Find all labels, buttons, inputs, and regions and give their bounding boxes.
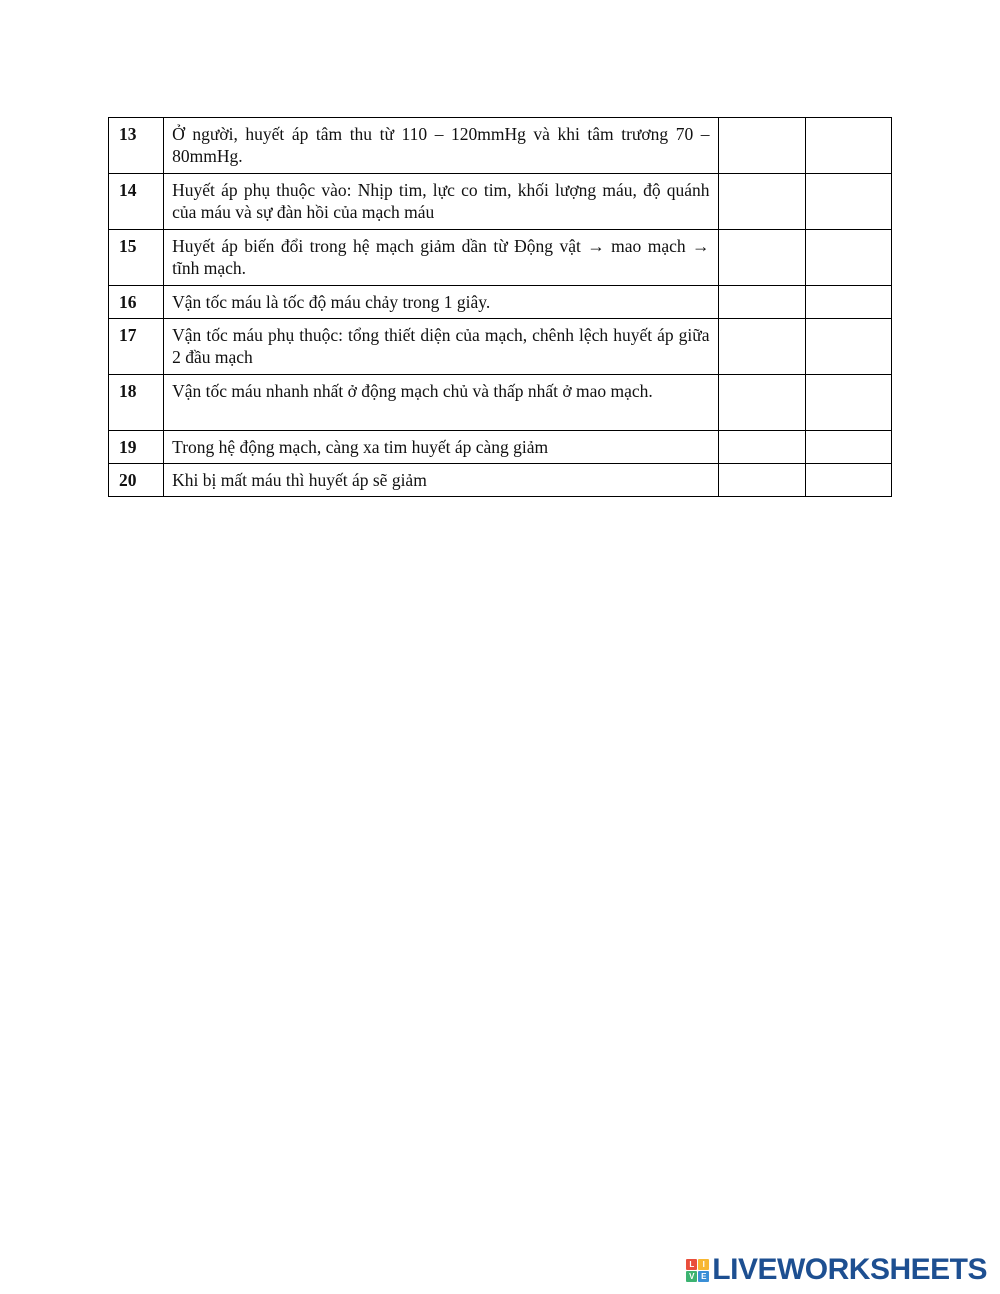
table-row — [109, 431, 892, 464]
question-statement: Vận tốc máu là tốc độ máu chảy trong 1 giây. — [164, 286, 718, 319]
table-row — [109, 174, 892, 230]
question-number: 15 — [109, 230, 164, 286]
question-statement: Vận tốc máu phụ thuộc: tổng thiết diện của mạch, chênh lệch huyết áp giữa 2 đầu mạch — [164, 319, 718, 375]
question-statement: Huyết áp phụ thuộc vào: Nhịp tim, lực co tim, khối lượng máu, độ quánh của máu và sự đàn hồi của mạch máu — [164, 174, 718, 230]
question-statement: Khi bị mất máu thì huyết áp sẽ giảm — [164, 464, 718, 497]
question-statement: Trong hệ động mạch, càng xa tim huyết áp càng giảm — [164, 431, 718, 464]
answer-box-false[interactable] — [805, 375, 891, 431]
question-number: 18 — [109, 375, 164, 431]
answer-box-false[interactable] — [805, 118, 891, 174]
answer-box-false[interactable] — [805, 174, 891, 230]
question-number: 16 — [109, 286, 164, 319]
logo-letter-e: E — [698, 1271, 709, 1282]
answer-box-true[interactable] — [718, 118, 805, 174]
question-number: 19 — [109, 431, 164, 464]
table-row — [109, 375, 892, 431]
liveworksheets-wordmark: LIVEWORKSHEETS — [712, 1253, 987, 1286]
answer-box-false[interactable] — [805, 464, 891, 497]
answer-box-true[interactable] — [718, 174, 805, 230]
answer-box-true[interactable] — [718, 431, 805, 464]
logo-letter-i: I — [698, 1259, 709, 1270]
table-row — [109, 118, 892, 174]
question-statement: Ở người, huyết áp tâm thu từ 110 – 120mmHg và khi tâm trương 70 – 80mmHg. — [164, 118, 718, 174]
table-row — [109, 464, 892, 497]
question-statement: Huyết áp biến đổi trong hệ mạch giảm dần từ Động vật → mao mạch → tĩnh mạch. — [164, 230, 718, 286]
logo-letter-v: V — [686, 1271, 697, 1282]
liveworksheets-logo[interactable] — [686, 1253, 987, 1287]
question-number: 14 — [109, 174, 164, 230]
question-number: 20 — [109, 464, 164, 497]
answer-box-true[interactable] — [718, 464, 805, 497]
answer-box-true[interactable] — [718, 375, 805, 431]
table-row — [109, 286, 892, 319]
answer-box-false[interactable] — [805, 286, 891, 319]
table-row — [109, 319, 892, 375]
logo-letter-l: L — [686, 1259, 697, 1270]
answer-box-true[interactable] — [718, 319, 805, 375]
question-statement: Vận tốc máu nhanh nhất ở động mạch chủ và thấp nhất ở mao mạch. — [164, 375, 718, 431]
answer-box-false[interactable] — [805, 431, 891, 464]
answer-box-true[interactable] — [718, 286, 805, 319]
answer-box-false[interactable] — [805, 230, 891, 286]
question-number: 17 — [109, 319, 164, 375]
question-number: 13 — [109, 118, 164, 174]
table-row — [109, 230, 892, 286]
answer-box-false[interactable] — [805, 319, 891, 375]
liveworksheets-logo-icon — [686, 1259, 709, 1282]
worksheet-table — [108, 117, 892, 497]
answer-box-true[interactable] — [718, 230, 805, 286]
